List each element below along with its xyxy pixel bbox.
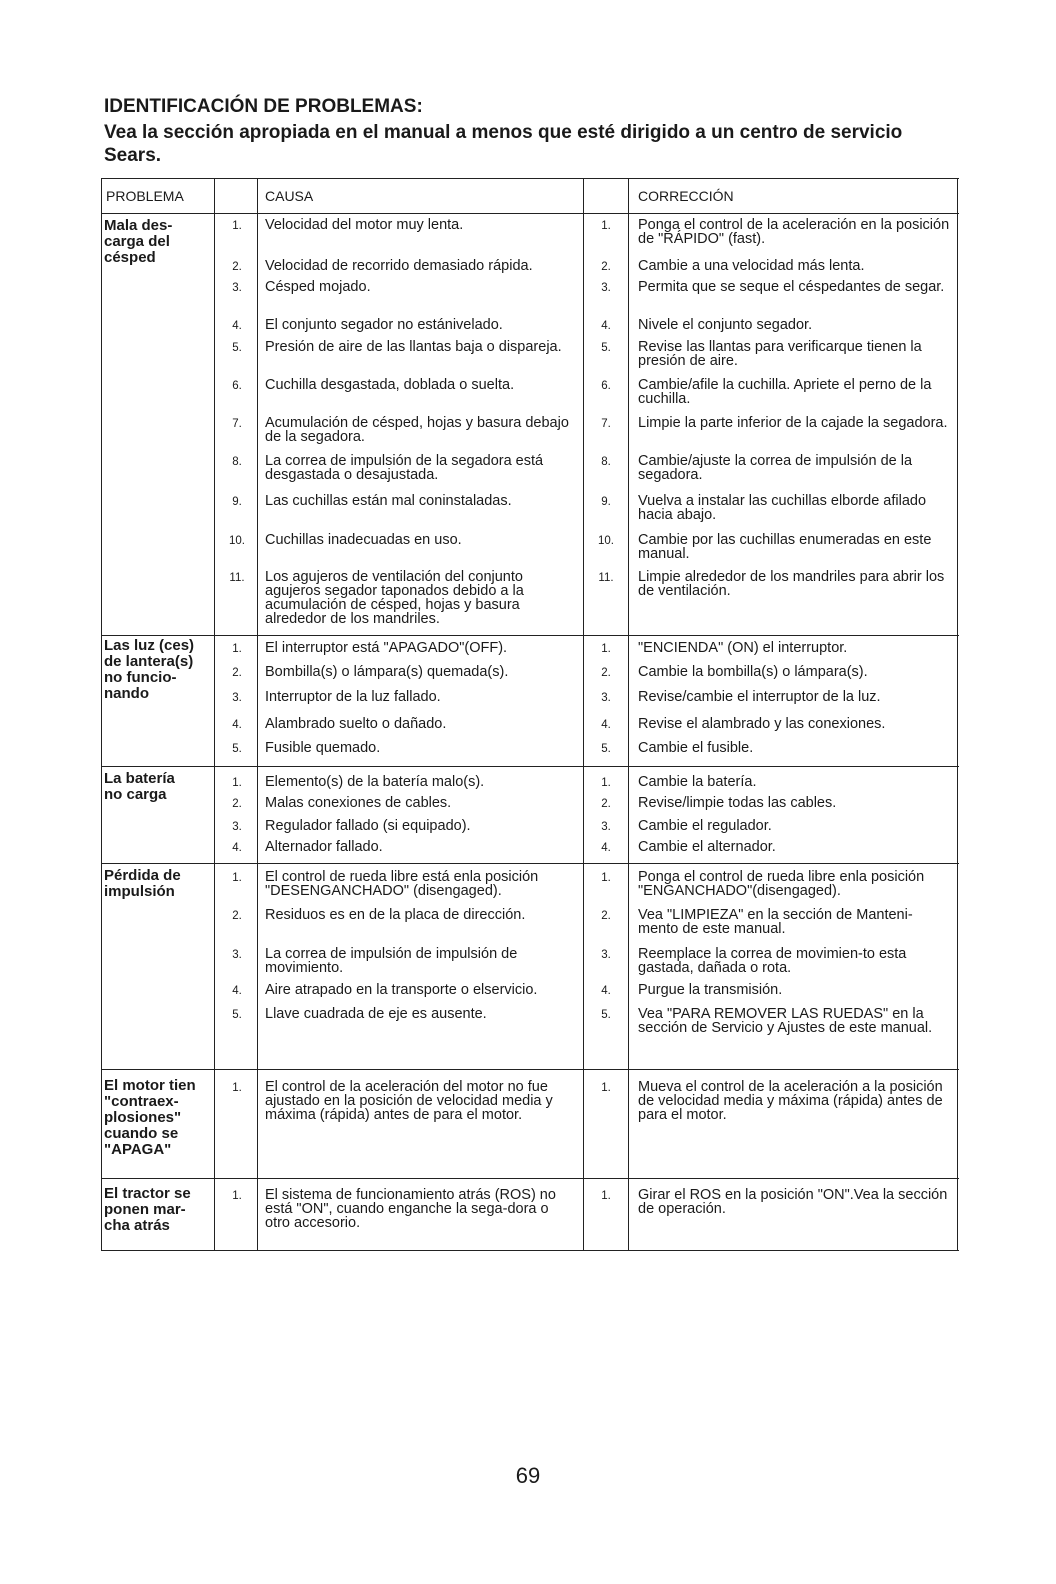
- cause-number: 1.: [232, 1190, 242, 1202]
- correction-text: Nivele el conjunto segador.: [638, 317, 813, 333]
- correction-text: Revise el alambrado y las conexiones.: [638, 716, 886, 732]
- cause-text: Residuos es en de la placa de dirección.: [265, 907, 526, 923]
- correction-text: Cambie la bombilla(s) o lámpara(s).: [638, 664, 868, 680]
- cause-text: Bombilla(s) o lámpara(s) quemada(s).: [265, 664, 509, 680]
- correction-number: 2.: [601, 261, 611, 273]
- correction-number: 9.: [601, 496, 611, 508]
- correction-number: 5.: [601, 342, 611, 354]
- correction-text: Cambie por las cuchillas enumeradas en este manual.: [638, 532, 932, 562]
- correction-text: Cambie el alternador.: [638, 839, 776, 855]
- problem-label: Mala des- carga del césped: [104, 217, 173, 266]
- problem-label: Las luz (ces) de lantera(s) no funcio- nando: [104, 637, 195, 702]
- header-problem: PROBLEMA: [106, 188, 184, 204]
- correction-text: Vuelva a instalar las cuchillas elborde afilado hacia abajo.: [638, 493, 927, 523]
- cause-number: 6.: [232, 380, 242, 392]
- cause-number: 4.: [232, 985, 242, 997]
- correction-text: Ponga el control de rueda libre enla posición "ENGANCHADO"(disengaged).: [638, 869, 925, 899]
- group-divider: [101, 766, 959, 767]
- column-divider: [583, 178, 584, 1251]
- cause-text: Cuchilla desgastada, doblada o suelta.: [265, 377, 515, 393]
- table-border-left: [101, 178, 102, 1251]
- cause-text: Elemento(s) de la batería malo(s).: [265, 774, 485, 790]
- correction-text: Limpie la parte inferior de la cajade la segadora.: [638, 415, 948, 431]
- correction-number: 11.: [598, 572, 614, 584]
- cause-number: 3.: [232, 282, 242, 294]
- cause-number: 3.: [232, 692, 242, 704]
- cause-text: Malas conexiones de cables.: [265, 795, 452, 811]
- correction-number: 4.: [601, 320, 611, 332]
- cause-number: 3.: [232, 949, 242, 961]
- correction-number: 1.: [601, 872, 611, 884]
- table-border-top: [101, 178, 959, 179]
- header-correction: CORRECCIÓN: [638, 188, 734, 204]
- correction-number: 5.: [601, 1009, 611, 1021]
- correction-text: Limpie alrededor de los mandriles para abrir los de ventilación.: [638, 569, 945, 599]
- cause-text: Fusible quemado.: [265, 740, 381, 756]
- cause-text: Los agujeros de ventilación del conjunto agujeros segador taponados debido a la acumulación de césped, hojas y basura alrededor de los mandriles.: [265, 569, 524, 627]
- correction-number: 6.: [601, 380, 611, 392]
- correction-number: 2.: [601, 910, 611, 922]
- cause-text: Interruptor de la luz fallado.: [265, 689, 441, 705]
- correction-number: 1.: [601, 1082, 611, 1094]
- correction-text: Mueva el control de la aceleración a la posición de velocidad media y máxima (rápida) antes de para el motor.: [638, 1079, 943, 1123]
- cause-number: 1.: [232, 643, 242, 655]
- cause-number: 2.: [232, 261, 242, 273]
- correction-number: 4.: [601, 719, 611, 731]
- cause-number: 3.: [232, 821, 242, 833]
- cause-number: 2.: [232, 798, 242, 810]
- page-title: IDENTIFICACIÓN DE PROBLEMAS:: [104, 96, 423, 117]
- column-divider: [214, 178, 215, 1251]
- correction-number: 1.: [601, 777, 611, 789]
- cause-text: El conjunto segador no estánivelado.: [265, 317, 503, 333]
- cause-number: 9.: [232, 496, 242, 508]
- cause-number: 10.: [229, 535, 245, 547]
- correction-text: Reemplace la correa de movimien-to esta gastada, dañada o rota.: [638, 946, 907, 976]
- correction-text: Cambie el fusible.: [638, 740, 754, 756]
- table-border-bottom: [101, 1250, 959, 1251]
- page-number: 69: [515, 1463, 541, 1488]
- cause-number: 8.: [232, 456, 242, 468]
- correction-text: Cambie el regulador.: [638, 818, 772, 834]
- cause-text: Cuchillas inadecuadas en uso.: [265, 532, 462, 548]
- cause-number: 2.: [232, 667, 242, 679]
- correction-text: Vea "LIMPIEZA" en la sección de Manteni-mento de este manual.: [638, 907, 913, 937]
- header-divider: [101, 213, 959, 214]
- cause-number: 5.: [232, 743, 242, 755]
- page-subtitle: Vea la sección apropiada en el manual a menos que esté dirigido a un centro de servicio Sears.: [104, 122, 903, 166]
- correction-number: 3.: [601, 692, 611, 704]
- correction-number: 10.: [598, 535, 614, 547]
- correction-text: Revise/cambie el interruptor de la luz.: [638, 689, 881, 705]
- cause-number: 1.: [232, 777, 242, 789]
- cause-number: 4.: [232, 320, 242, 332]
- group-divider: [101, 635, 959, 636]
- correction-text: Cambie la batería.: [638, 774, 757, 790]
- correction-number: 3.: [601, 282, 611, 294]
- correction-text: Cambie/ajuste la correa de impulsión de la segadora.: [638, 453, 913, 483]
- cause-text: Las cuchillas están mal coninstaladas.: [265, 493, 512, 509]
- cause-text: La correa de impulsión de la segadora está desgastada o desajustada.: [265, 453, 544, 483]
- cause-number: 1.: [232, 872, 242, 884]
- cause-number: 1.: [232, 1082, 242, 1094]
- correction-number: 8.: [601, 456, 611, 468]
- problem-label: Pérdida de impulsión: [104, 867, 181, 900]
- correction-number: 1.: [601, 220, 611, 232]
- correction-number: 1.: [601, 643, 611, 655]
- problem-label: El tractor se ponen mar- cha atrás: [104, 1185, 191, 1234]
- correction-number: 4.: [601, 985, 611, 997]
- header-cause: CAUSA: [265, 188, 314, 204]
- cause-number: 11.: [229, 572, 245, 584]
- cause-text: El sistema de funcionamiento atrás (ROS) no está "ON", cuando enganche la sega-dora o otro accesorio.: [265, 1187, 556, 1231]
- correction-text: Cambie/afile la cuchilla. Apriete el perno de la cuchilla.: [638, 377, 932, 407]
- cause-text: La correa de impulsión de impulsión de movimiento.: [265, 946, 518, 976]
- cause-text: El interruptor está "APAGADO"(OFF).: [265, 640, 508, 656]
- group-divider: [101, 1069, 959, 1070]
- cause-text: Regulador fallado (si equipado).: [265, 818, 471, 834]
- cause-text: Césped mojado.: [265, 279, 371, 295]
- cause-text: Presión de aire de las llantas baja o dispareja.: [265, 339, 562, 355]
- cause-number: 4.: [232, 842, 242, 854]
- cause-text: Velocidad del motor muy lenta.: [265, 217, 464, 233]
- correction-number: 4.: [601, 842, 611, 854]
- cause-text: Velocidad de recorrido demasiado rápida.: [265, 258, 533, 274]
- correction-text: Permita que se seque el céspedantes de segar.: [638, 279, 945, 295]
- cause-text: El control de la aceleración del motor no fue ajustado en la posición de velocidad media y máxima (rápida) antes de para el motor.: [265, 1079, 553, 1123]
- cause-number: 1.: [232, 220, 242, 232]
- cause-number: 5.: [232, 1009, 242, 1021]
- group-divider: [101, 863, 959, 864]
- cause-number: 7.: [232, 418, 242, 430]
- cause-text: Llave cuadrada de eje es ausente.: [265, 1006, 487, 1022]
- cause-text: Alternador fallado.: [265, 839, 383, 855]
- problem-label: La batería no carga: [104, 770, 175, 803]
- correction-text: "ENCIENDA" (ON) el interruptor.: [638, 640, 848, 656]
- correction-number: 1.: [601, 1190, 611, 1202]
- correction-text: Revise/limpie todas las cables.: [638, 795, 837, 811]
- cause-number: 5.: [232, 342, 242, 354]
- correction-text: Cambie a una velocidad más lenta.: [638, 258, 865, 274]
- cause-text: Acumulación de césped, hojas y basura debajo de la segadora.: [265, 415, 569, 445]
- cause-text: El control de rueda libre está enla posición "DESENGANCHADO" (disengaged).: [265, 869, 539, 899]
- correction-text: Revise las llantas para verificarque tienen la presión de aire.: [638, 339, 922, 369]
- correction-number: 3.: [601, 949, 611, 961]
- troubleshooting-table: [101, 178, 959, 1251]
- correction-text: Purgue la transmisión.: [638, 982, 783, 998]
- group-divider: [101, 1178, 959, 1179]
- correction-text: Vea "PARA REMOVER LAS RUEDAS" en la sección de Servicio y Ajustes de este manual.: [638, 1006, 933, 1036]
- correction-text: Girar el ROS en la posición "ON".Vea la sección de operación.: [638, 1187, 948, 1217]
- correction-number: 2.: [601, 667, 611, 679]
- cause-text: Aire atrapado en la transporte o elservicio.: [265, 982, 538, 998]
- correction-number: 2.: [601, 798, 611, 810]
- correction-number: 5.: [601, 743, 611, 755]
- correction-number: 3.: [601, 821, 611, 833]
- column-divider: [257, 178, 258, 1251]
- correction-text: Ponga el control de la aceleración en la posición de "RÁPIDO" (fast).: [638, 217, 950, 247]
- cause-text: Alambrado suelto o dañado.: [265, 716, 447, 732]
- correction-number: 7.: [601, 418, 611, 430]
- problem-label: El motor tien "contraex- plosiones" cuando se "APAGA": [104, 1077, 196, 1158]
- column-divider: [628, 178, 629, 1251]
- cause-number: 4.: [232, 719, 242, 731]
- table-border-right: [957, 178, 958, 1251]
- cause-number: 2.: [232, 910, 242, 922]
